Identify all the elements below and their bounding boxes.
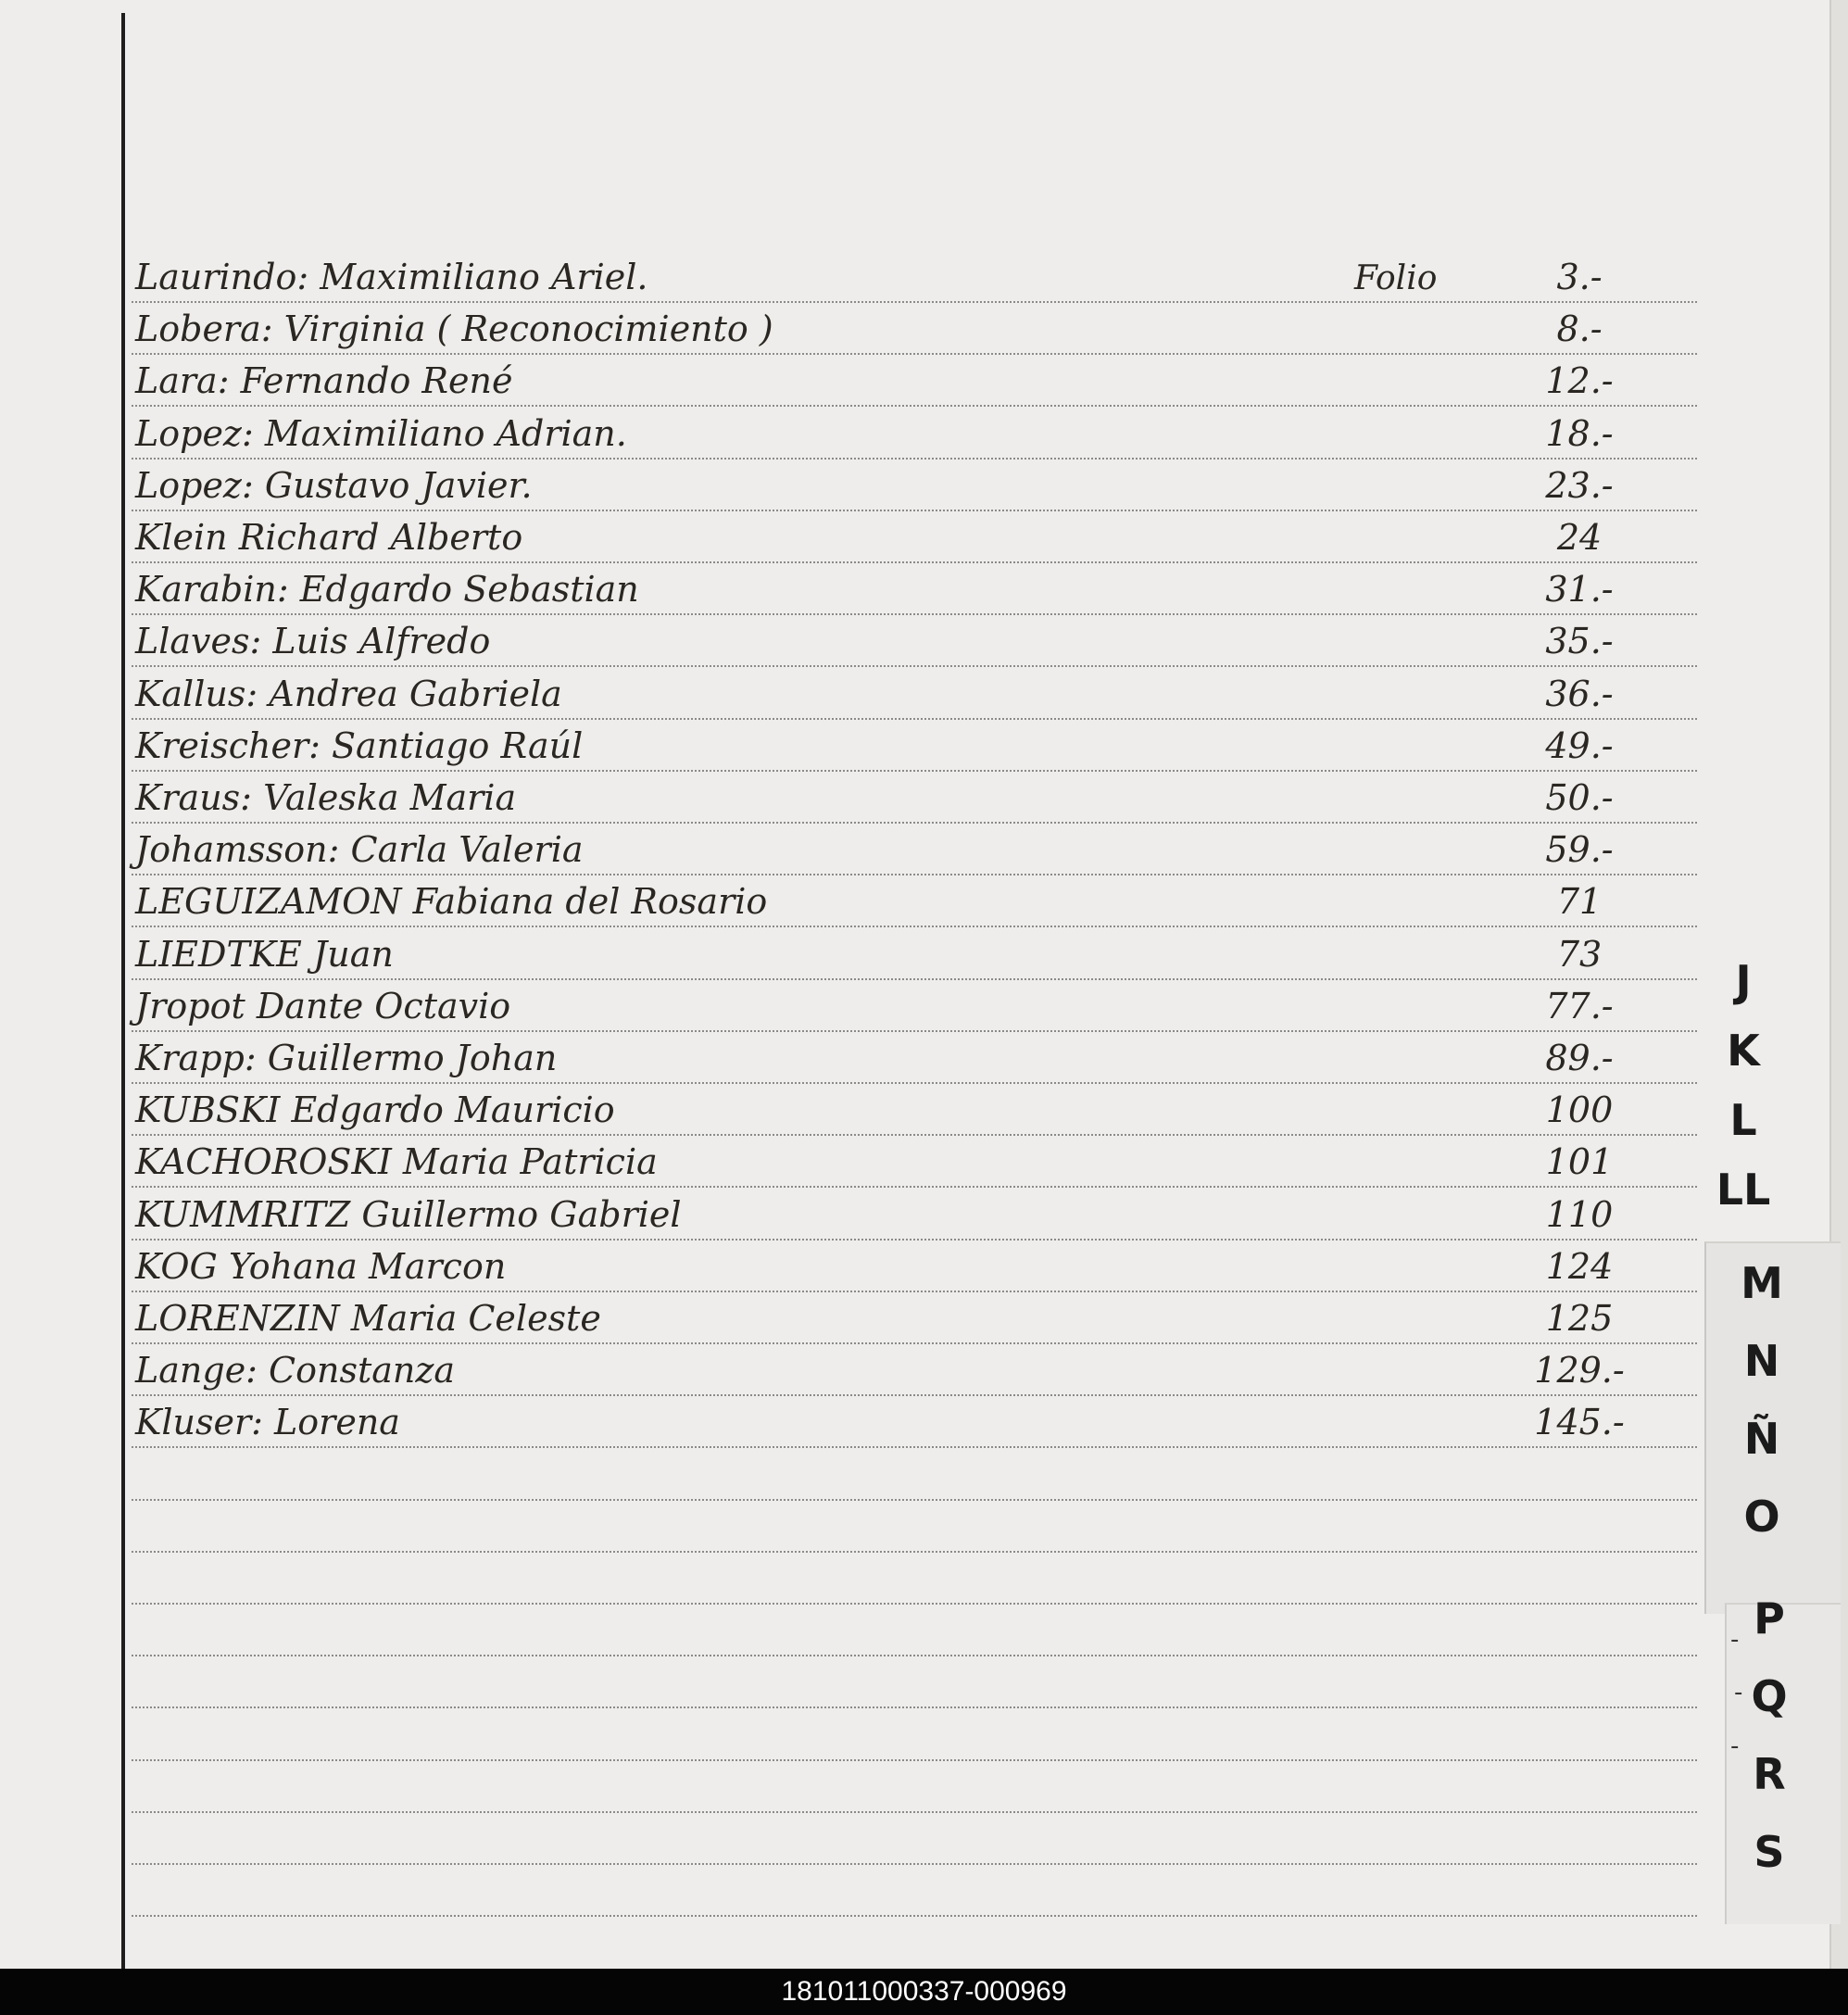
index-entry [132,718,1697,770]
index-entry [132,353,1697,405]
entry-folio: 71 [1556,881,1603,922]
index-entry [132,1187,1697,1239]
tab-mark: - [1730,1732,1740,1760]
entry-name: Laurindo: Maximiliano Ariel. [135,257,648,297]
tab-letter[interactable]: P [1754,1593,1785,1643]
tab-letter[interactable]: N [1743,1336,1780,1386]
tab-letter[interactable]: LL [1716,1165,1771,1215]
index-entry [132,1291,1697,1342]
tab-letter[interactable]: K [1727,1026,1760,1076]
entry-name: KOG Yohana Marcon [135,1246,507,1287]
tab-mark: - [1730,1626,1740,1654]
index-entry [132,458,1697,510]
index-entry [132,1239,1697,1291]
index-entry [132,1134,1697,1186]
ruled-line [132,1811,1697,1813]
tab-letter[interactable]: Q [1751,1671,1788,1721]
entry-name: Lara: Fernando René [135,360,513,401]
index-entry [132,301,1697,353]
entry-name: Lobera: Virginia ( Reconocimiento ) [135,309,773,349]
entry-folio: 49.- [1545,725,1614,766]
index-entry [132,613,1697,665]
ruled-line [132,1603,1697,1605]
ruled-line [132,1706,1697,1708]
entry-folio: 110 [1545,1194,1614,1235]
entry-folio: 59.- [1545,829,1614,870]
folio-label: Folio [1354,259,1438,297]
entry-folio: 101 [1545,1141,1614,1182]
entry-folio: 89.- [1545,1038,1614,1078]
index-entry [132,561,1697,613]
entry-name: KACHOROSKI Maria Patricia [135,1141,658,1182]
margin-line [121,13,125,1969]
entry-name: Jropot Dante Octavio [135,986,511,1026]
entry-name: LIEDTKE Juan [135,934,394,975]
entry-folio: 8.- [1556,309,1603,349]
ruled-line [132,1499,1697,1501]
entry-folio: 125 [1545,1298,1614,1339]
entry-name: LORENZIN Maria Celeste [135,1298,601,1339]
index-entry [132,822,1697,874]
index-entry [132,770,1697,822]
entry-folio: 12.- [1545,360,1614,401]
entry-name: Klein Richard Alberto [135,517,523,558]
index-entry [132,510,1697,561]
entry-folio: 18.- [1545,413,1614,454]
tab-letter[interactable]: Ñ [1743,1414,1780,1464]
entry-name: Kallus: Andrea Gabriela [135,674,562,714]
entry-folio: 3.- [1556,257,1603,297]
entry-name: Krapp: Guillermo Johan [135,1038,558,1078]
index-entry [132,249,1697,301]
index-entry [132,406,1697,458]
entry-name: Kreischer: Santiago Raúl [135,725,584,766]
entry-name: Lopez: Gustavo Javier. [135,465,533,506]
entry-name: LEGUIZAMON Fabiana del Rosario [135,881,768,922]
entry-folio: 35.- [1545,621,1614,661]
entry-name: Kraus: Valeska Maria [135,777,517,818]
entry-name: KUBSKI Edgardo Mauricio [135,1089,615,1130]
entry-folio: 100 [1545,1089,1614,1130]
tab-letter[interactable]: M [1741,1258,1783,1308]
entry-folio: 36.- [1545,674,1614,714]
ruled-line [132,1863,1697,1865]
tab-letter[interactable]: S [1754,1827,1785,1877]
index-entry [132,1342,1697,1394]
tab-letter[interactable]: J [1735,956,1752,1006]
ruled-line [132,1446,1697,1448]
index-entry [132,978,1697,1030]
ruled-line [132,1551,1697,1553]
entry-folio: 31.- [1545,569,1614,610]
entry-folio: 77.- [1545,986,1614,1026]
ruled-line [132,1915,1697,1917]
document-id: 181011000337-000969 [0,1969,1848,2015]
tab-letter[interactable]: R [1753,1749,1786,1799]
entry-name: Johamsson: Carla Valeria [135,829,584,870]
ruled-line [132,1759,1697,1761]
tab-letter[interactable]: O [1743,1492,1780,1542]
ruled-line [132,1655,1697,1656]
entry-folio: 73 [1556,934,1603,975]
index-entry [132,666,1697,718]
entry-name: Karabin: Edgardo Sebastian [135,569,639,610]
entry-folio: 145.- [1534,1402,1625,1442]
index-entry [132,1082,1697,1134]
index-entry [132,874,1697,926]
tab-mark: - [1734,1679,1743,1706]
index-entry [132,1030,1697,1082]
entry-name: Lange: Constanza [135,1350,456,1391]
entry-folio: 23.- [1545,465,1614,506]
entry-name: KUMMRITZ Guillermo Gabriel [135,1194,682,1235]
entry-folio: 50.- [1545,777,1614,818]
entry-folio: 24 [1556,517,1603,558]
entry-name: Llaves: Luis Alfredo [135,621,491,661]
index-entry [132,926,1697,978]
entry-name: Lopez: Maximiliano Adrian. [135,413,627,454]
entry-folio: 129.- [1534,1350,1625,1391]
entry-folio: 124 [1545,1246,1614,1287]
tab-letter[interactable]: L [1729,1095,1757,1145]
entry-name: Kluser: Lorena [135,1402,400,1442]
index-entry [132,1394,1697,1446]
